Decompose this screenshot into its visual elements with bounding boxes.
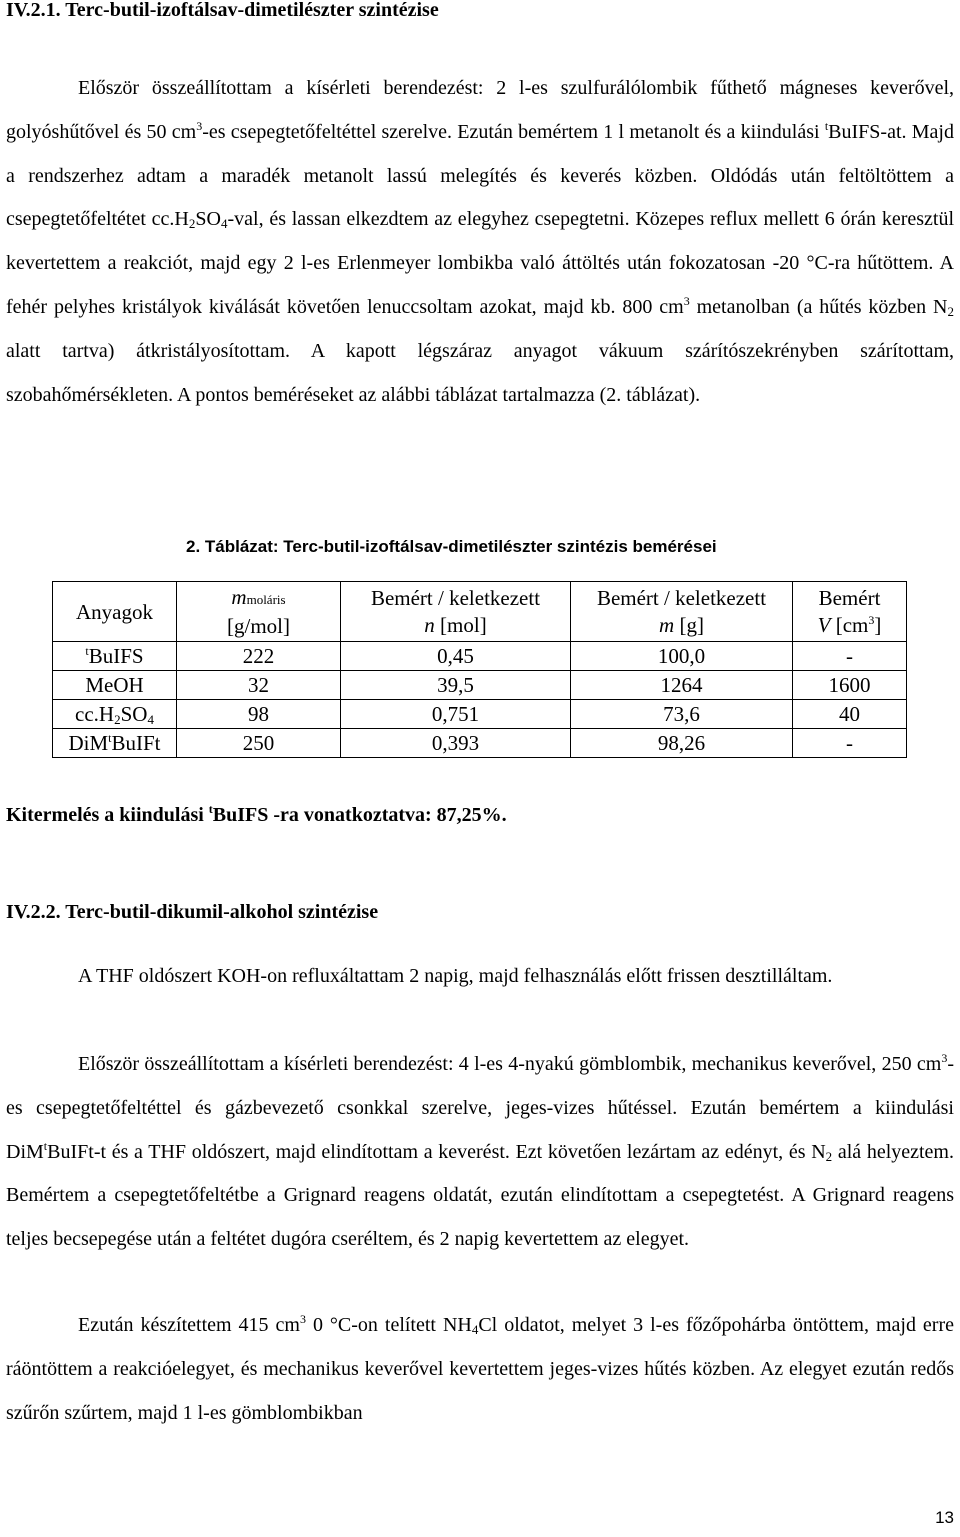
section2-paragraph-3: Ezután készítettem 415 $cm^3$ 0 °C-on telített $NH_4Cl$ oldatot, melyet 3 l-es főzőpohárba öntöttem, majd erre ráöntöttem a reakcióelegyet, és mechanikus keverővel kevertettem jeges-vizes hűtés közben. Az elegyet ezután redős szűrőn szűrtem, majd 1 l-es gömblombikban xyxy=(6,1312,954,1424)
table-row xyxy=(53,671,907,700)
amount-cell: 0,751 xyxy=(341,700,571,729)
substance-name: DiM$^t$BuIFt xyxy=(53,729,177,758)
molar-mass-cell: 32 xyxy=(177,671,341,700)
substance-name: $cc.H_2SO_4$ xyxy=(53,700,177,729)
table-caption: 2. Táblázat: Terc-butil-izoftálsav-dimetilészter szintézis bemérései xyxy=(186,537,717,556)
table-header-row xyxy=(53,582,907,642)
amount-cell: 0,45 xyxy=(341,642,571,671)
section1-paragraph: Először összeállítottam a kísérleti berendezést: 2 l-es szulfurálólombik fűthető mágneses keverővel, golyóshűtővel és 50 $cm^3-es$ csepegtetőfeltéttel szerelve. Ezután bemértem 1 l metanolt és a kiindulási $^t$BuIFS-at. Majd a rendszerhez adtam a maradék metanolt lassú melegítés és keverés közben. Oldódás után feltöltöttem a csepegtetőfeltétet $cc.H_2SO_4$-val, és lassan elkezdtem az elegyhez csepegtetni. Közepes reflux mellett 6 órán keresztül kevertettem a reakciót, majd egy 2 l-es Erlenmeyer lombikba való áttöltés után fokozatosan -20 °C-ra hűtöttem. A fehér pelyhes kristályok kiválását követően lenuccsoltam azokat, majd kb. 800 $cm^3$ metanolban (a hűtés közben $N_2$ alatt tartva) átkristályosítottam. A kapott légszáraz anyagot vákuum szárítószekrényben szárítottam, szobahőmérsékleten. A pontos beméréseket az alábbi táblázat tartalmazza (2. táblázat). xyxy=(6,77,955,406)
volume-cell: 1600 xyxy=(793,671,907,700)
yield-summary: Kitermelés a kiindulási $^t$BuIFS -ra vonatkoztatva: 87,25%. xyxy=(6,802,507,826)
synthesis-table xyxy=(52,581,907,758)
mass-cell: 1264 xyxy=(571,671,793,700)
table-row xyxy=(53,700,907,729)
volume-cell: - xyxy=(793,642,907,671)
section-title-2: IV.2.2. Terc-butil-dikumil-alkohol szintézise xyxy=(6,901,379,923)
header-mass: Bemért / keletkezett m [g] xyxy=(571,582,793,642)
volume-cell: 40 xyxy=(793,700,907,729)
amount-cell: 0,393 xyxy=(341,729,571,758)
substance-name: $^t$BuIFS xyxy=(53,642,177,671)
molar-mass-cell: 250 xyxy=(177,729,341,758)
header-molar-mass: mmoláris [g/mol] xyxy=(177,582,341,642)
mass-cell: 100,0 xyxy=(571,642,793,671)
mass-cell: 98,26 xyxy=(571,729,793,758)
header-amount: Bemért / keletkezett n [mol] xyxy=(341,582,571,642)
molar-mass-cell: 222 xyxy=(177,642,341,671)
page-number: 13 xyxy=(935,1508,954,1527)
section2-paragraph-2: Először összeállítottam a kísérleti berendezést: 4 l-es 4-nyakú gömblombik, mechanikus keverővel, 250 $cm^3-es$ csepegtetőfeltéttel és gázbevezető csonkkal szerelve, jeges-vizes hűtéssel. Ezután bemértem a kiindulási DiM$^t$BuIFt-t és a THF oldószert, majd elindítottam a keverést. Ezt követően lezártam az edényt, és $N_2$ alá helyeztem. Bemértem a csepegtetőfeltétbe a Grignard reagens oldatát, ezután elindítottam a csepegtetést. A Grignard reagens teljes becsepegése után a feltétet dugóra cseréltem, és 2 napig kevertettem az elegyet. xyxy=(6,1051,954,1251)
table-row xyxy=(53,729,907,758)
table-row xyxy=(53,642,907,671)
section2-paragraph-1: A THF oldószert KOH-on refluxáltattam 2 napig, majd felhasználás előtt frissen desztilláltam. xyxy=(78,965,833,987)
header-volume: Bemért V $[cm^3]$ xyxy=(793,582,907,642)
molar-mass-cell: 98 xyxy=(177,700,341,729)
mass-cell: 73,6 xyxy=(571,700,793,729)
header-anyagok: Anyagok xyxy=(53,582,177,642)
amount-cell: 39,5 xyxy=(341,671,571,700)
section-title-1: IV.2.1. Terc-butil-izoftálsav-dimetilészter szintézise xyxy=(6,0,439,21)
substance-name: MeOH xyxy=(53,671,177,700)
volume-cell: - xyxy=(793,729,907,758)
